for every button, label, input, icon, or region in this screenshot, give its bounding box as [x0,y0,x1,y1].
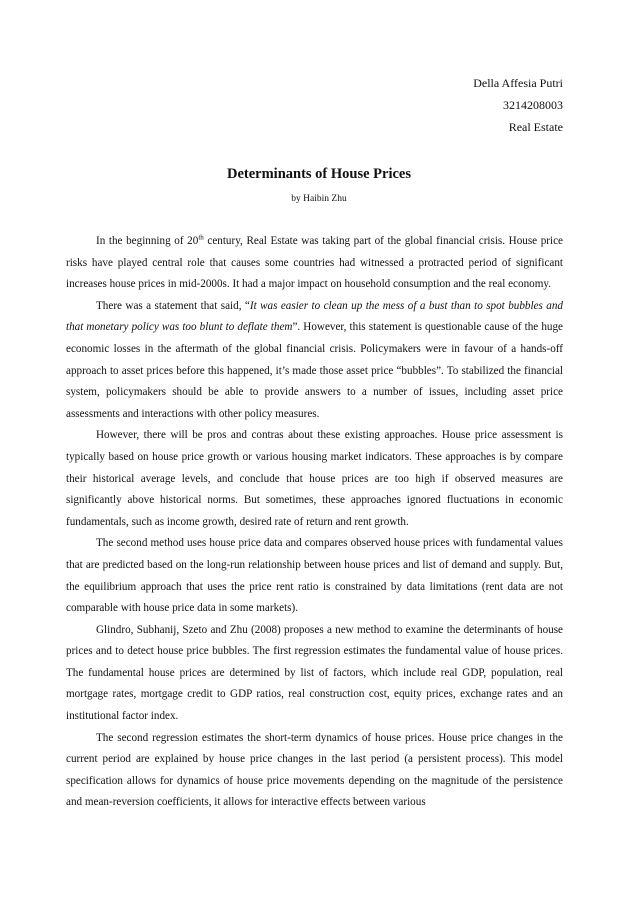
paragraph-2 [66,296,563,426]
paragraph-2-rest: ”. However, this statement is questionable cause of the huge economic losses in the aftermath of the global financial crisis. Policymakers were in favour of a hands-off approach to asset prices before this happened, it’s made those asset price “bubbles”. To stabilized the financial system, policymakers should be able to provide answers to a number of issues, including asset price assessments and interactions with other policy measures. [66,321,563,420]
course-name: Real Estate [508,120,563,134]
paragraph-6: The second regression estimates the short-term dynamics of house prices. House price changes in the current period are explained by house price changes in the last period (a persistent process). This model specification allows for dynamics of house price movements depending on the magnitude of the persistence and mean-reversion coefficients, it allows for interactive effects between various [66,731,563,809]
document-title: Determinants of House Prices [226,166,412,182]
author-block [473,72,563,138]
paragraph-1 [66,231,563,296]
paragraph-4: The second method uses house price data and compares observed house prices with fundamental values that are predicted based on the long-run relationship between house prices and list of demand and supply. But, the equilibrium approach that uses the price rent ratio is constrained by data limitations (rent data are not comparable with house price data in some markets). [66,537,563,615]
paragraph-2-quote: It was easier to clean up the mess of a bust than to spot bubbles and that monetary policy was too blunt to deflate them [66,299,563,334]
student-id: 3214208003 [503,98,563,112]
document-byline: by Haibin Zhu [291,194,347,204]
paragraph-1-start: In the beginning of 20 [96,235,199,247]
ordinal-superscript: th [198,233,204,242]
author-name: Della Affesia Putri [473,76,563,90]
document-body [66,231,563,814]
paragraph-1-rest: century, Real Estate was taking part of the global financial crisis. House price risks have played central role that causes some countries had witnessed a protracted period of significant increases house prices in mid-2000s. It had a major impact on household consumption and the real economy. [66,235,564,291]
paragraph-5: Glindro, Subhanij, Szeto and Zhu (2008) proposes a new method to examine the determinants of house prices and to detect house price bubbles. The first regression estimates the fundamental value of house prices. The fundamental house prices are determined by list of factors, which include real GDP, population, real mortgage rates, mortgage credit to GDP ratios, real construction cost, equity prices, exchange rates and an institutional factor index. [66,623,563,723]
paragraph-3: However, there will be pros and contras about these existing approaches. House price assessment is typically based on house price growth or various housing market indicators. These approaches is by compare their historical average levels, and conclude that house prices are too high if observed measures are significantly above historical norms. But sometimes, these approaches ignored fluctuations in economic fundamentals, such as income growth, desired rate of return and rent growth. [66,429,563,528]
paragraph-2-start: There was a statement that said, “ [96,299,250,312]
